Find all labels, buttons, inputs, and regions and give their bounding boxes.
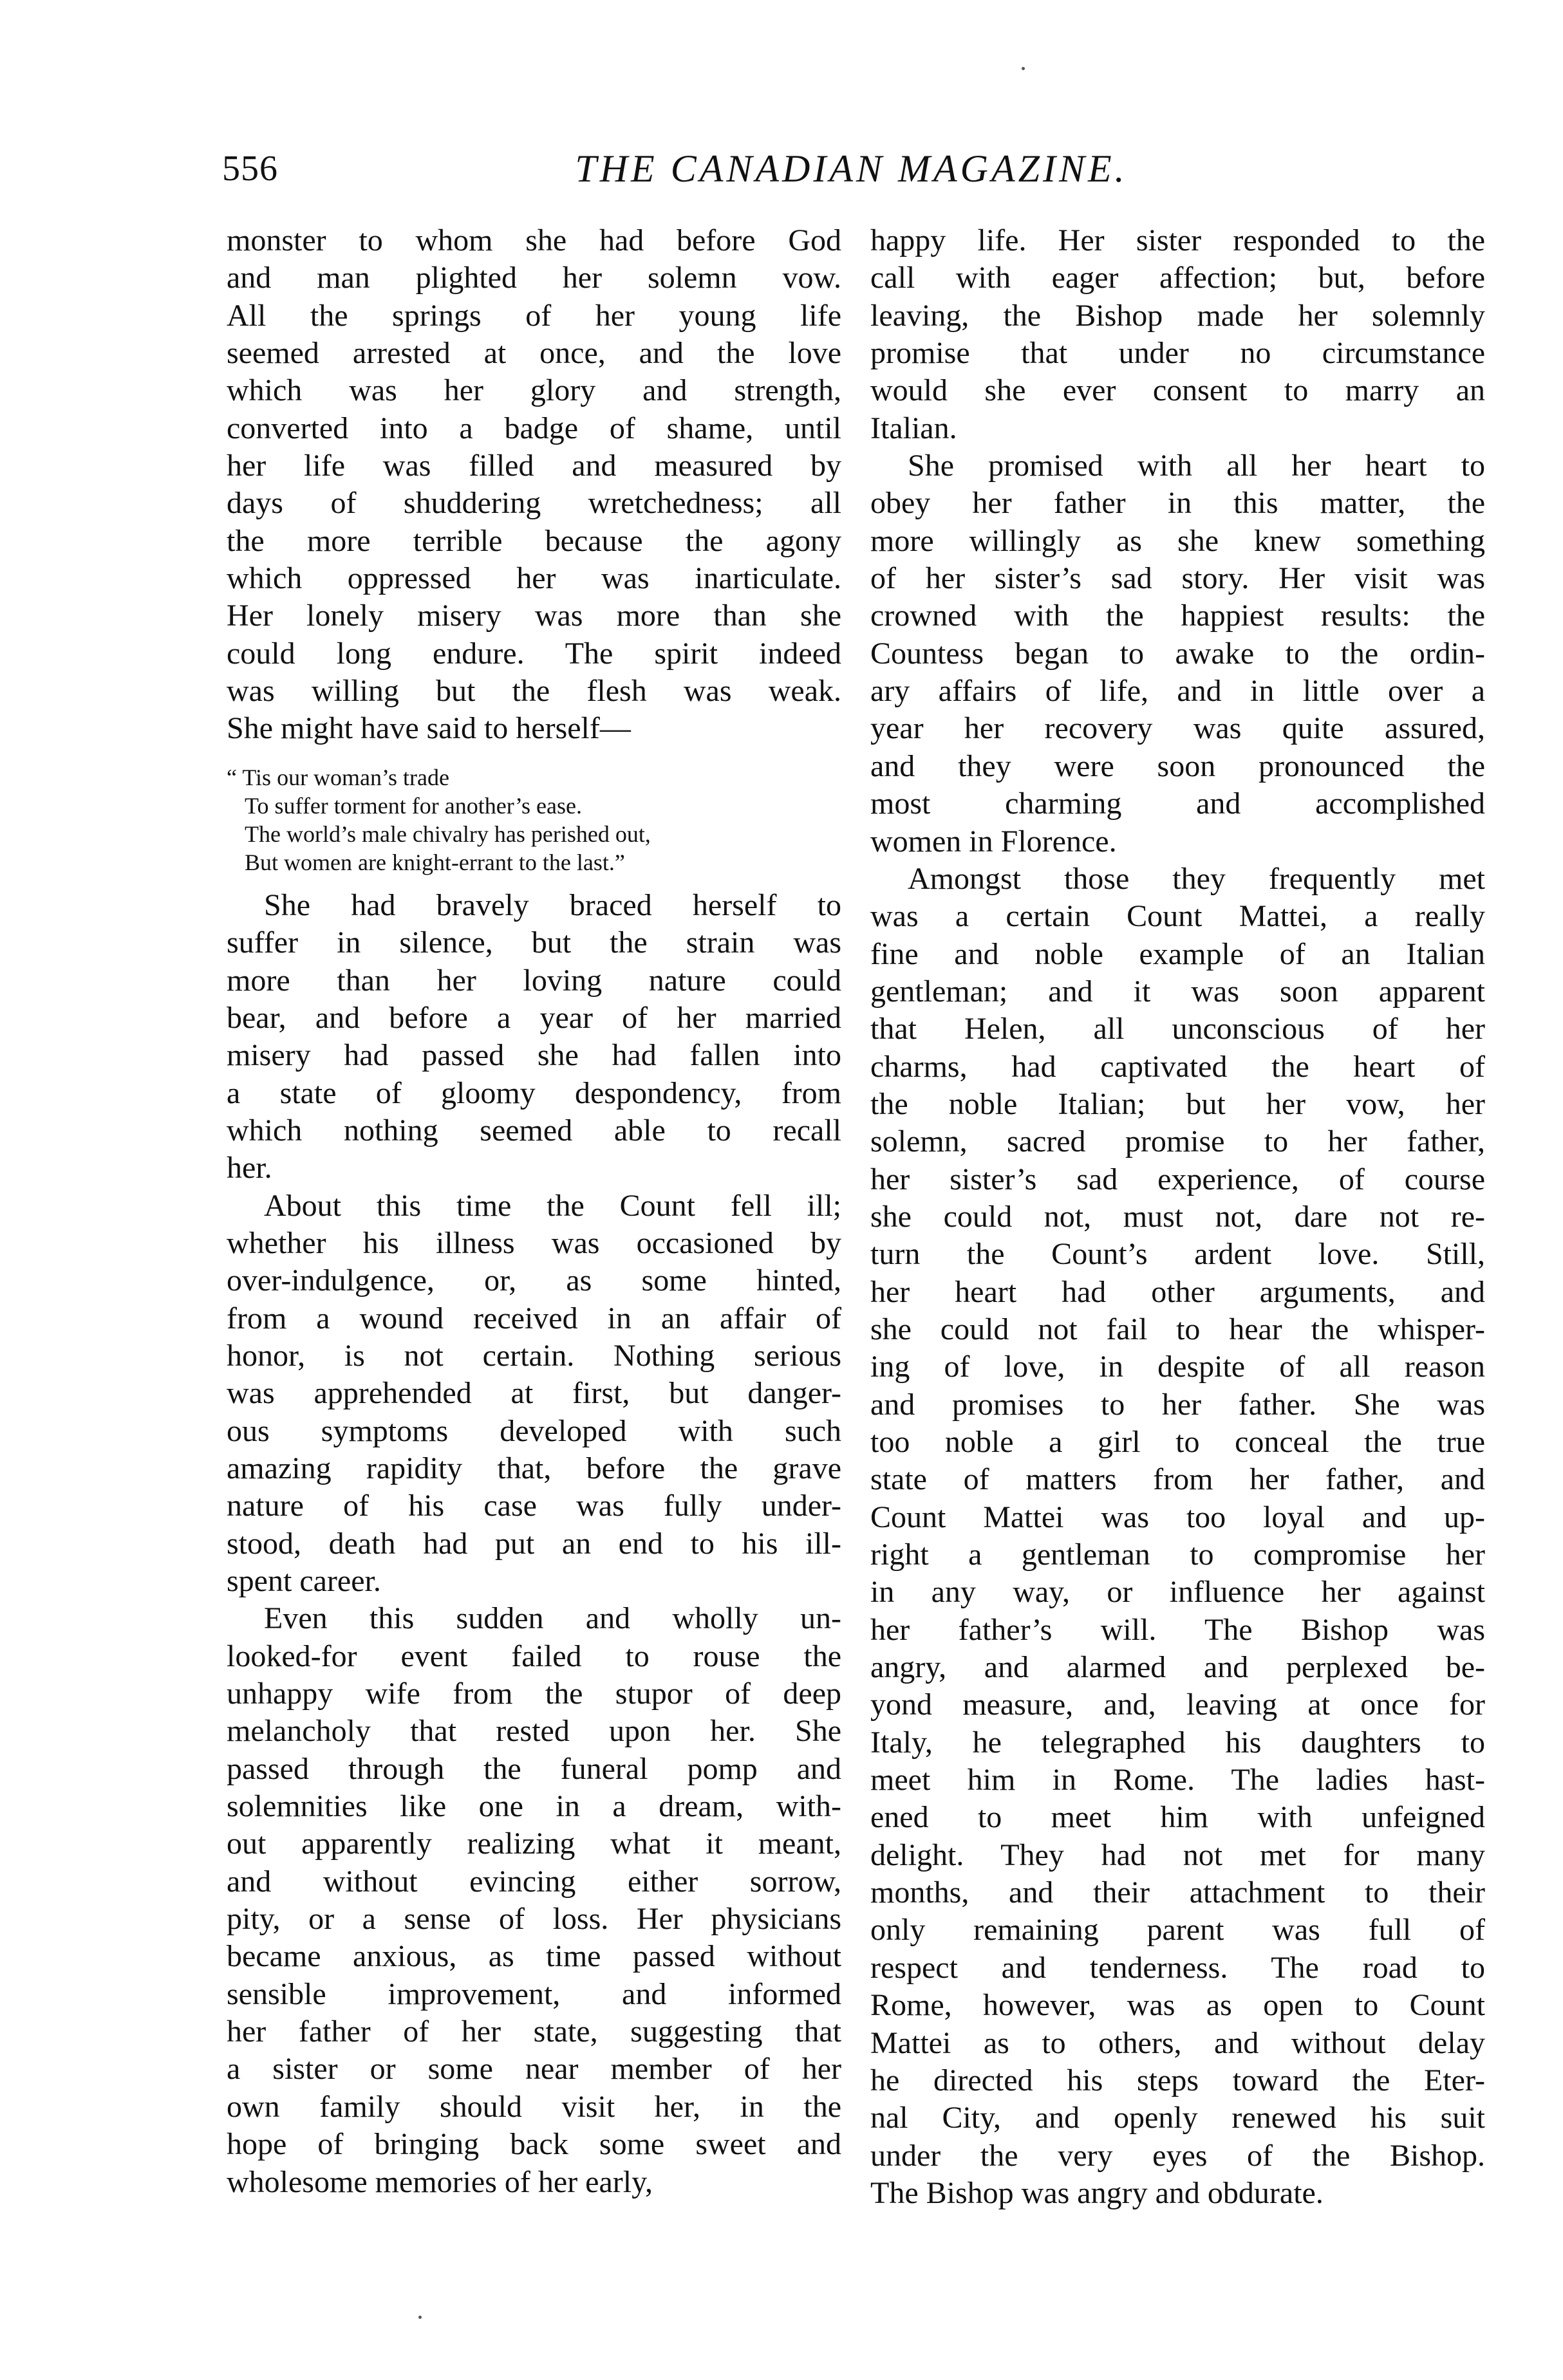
paragraph [870, 447, 1485, 860]
text-line: delight. They had not met for many [870, 1837, 1485, 1872]
left-column [227, 222, 841, 2201]
text-line: her life was filled and measured by [227, 449, 841, 483]
text-line: whether his illness was occasioned by [227, 1225, 841, 1260]
text-line: more willingly as she knew something [870, 523, 1485, 558]
text-line: own family should visit her, in the [227, 2089, 841, 2124]
text-line: and without evincing either sorrow, [227, 1864, 841, 1899]
text-line: the more terrible because the agony [227, 523, 841, 558]
text-line: which oppressed her was inarticulate. [227, 561, 841, 596]
text-line: became anxious, as time passed without [227, 1939, 841, 1974]
text-line: respect and tenderness. The road to [870, 1950, 1485, 1985]
text-line: yond measure, and, leaving at once for [870, 1687, 1485, 1722]
text-line: a sister or some near member of her [227, 2052, 841, 2087]
text-line: Rome, however, was as open to Count [870, 1988, 1485, 2023]
text-line: She promised with all her heart to [908, 449, 1485, 483]
running-title: THE CANADIAN MAGAZINE. [575, 147, 1128, 190]
text-line: sensible improvement, and informed [227, 1976, 841, 2011]
text-line: would she ever consent to marry an [870, 373, 1485, 408]
poem-line: To suffer torment for another’s ease. [245, 792, 582, 819]
text-line: angry, and alarmed and perplexed be- [870, 1650, 1485, 1685]
text-line: was willing but the flesh was weak. [227, 674, 841, 709]
text-line: of her sister’s sad story. Her visit was [870, 561, 1485, 596]
page-header [222, 143, 1481, 194]
text-line: only remaining parent was full of [870, 1913, 1485, 1948]
text-line: that Helen, all unconscious of her [870, 1012, 1485, 1046]
poem-line: The world’s male chivalry has perished out, [245, 821, 651, 847]
paragraph [227, 1600, 841, 2201]
text-line: solemnities like one in a dream, with- [227, 1789, 841, 1824]
text-line: charms, had captivated the heart of [870, 1049, 1485, 1084]
text-line: in any way, or influence her against [870, 1575, 1485, 1610]
text-line: melancholy that rested upon her. She [227, 1714, 841, 1749]
paragraph [870, 860, 1485, 2212]
text-line: was a certain Count Mattei, a really [870, 899, 1485, 934]
text-line: and promises to her father. She was [870, 1387, 1485, 1422]
text-line: under the very eyes of the Bishop. [870, 2138, 1485, 2173]
text-line: and man plighted her solemn vow. [227, 261, 841, 295]
right-column [870, 222, 1485, 2212]
paragraph [227, 1187, 841, 1601]
text-line: seemed arrested at once, and the love [227, 336, 841, 371]
text-line: All the springs of her young life [227, 298, 841, 333]
text-line: bear, and before a year of her married [227, 1000, 841, 1035]
text-line: ary affairs of life, and in little over a [870, 674, 1485, 709]
text-line: crowned with the happiest results: the [870, 599, 1485, 633]
text-line: honor, is not certain. Nothing serious [227, 1338, 841, 1373]
text-line: could long endure. The spirit indeed [227, 636, 841, 671]
poem-line: “ Tis our woman’s trade [227, 764, 449, 790]
text-line: Italian. [870, 411, 957, 445]
text-line: a state of gloomy despondency, from [227, 1075, 841, 1110]
text-line: Amongst those they frequently met [908, 861, 1485, 896]
text-line: year her recovery was quite assured, [870, 711, 1485, 746]
text-line: Mattei as to others, and without delay [870, 2025, 1485, 2060]
page-number: 556 [222, 149, 278, 189]
text-line: Countess began to awake to the ordin- [870, 636, 1485, 671]
text-line: her. [227, 1151, 272, 1185]
paragraph [227, 887, 841, 1187]
text-line: She might have said to herself— [227, 711, 631, 746]
text-line: days of shuddering wretchedness; all [227, 486, 841, 521]
text-line: right a gentleman to compromise her [870, 1538, 1485, 1572]
text-line: looked-for event failed to rouse the [227, 1639, 841, 1673]
text-line: happy life. Her sister responded to the [870, 223, 1485, 257]
text-line: state of matters from her father, and [870, 1462, 1485, 1497]
text-line: passed through the funeral pomp and [227, 1751, 841, 1786]
text-line: suffer in silence, but the strain was [227, 925, 841, 960]
text-line: amazing rapidity that, before the grave [227, 1451, 841, 1485]
text-line: women in Florence. [870, 824, 1117, 859]
text-line: Italy, he telegraphed his daughters to [870, 1725, 1485, 1760]
text-line: her heart had other arguments, and [870, 1274, 1485, 1309]
text-line: which was her glory and strength, [227, 373, 841, 408]
text-line: Even this sudden and wholly un- [264, 1601, 841, 1636]
text-line: wholesome memories of her early, [227, 2164, 653, 2199]
text-line: most charming and accomplished [870, 786, 1485, 821]
text-line: pity, or a sense of loss. Her physicians [227, 1902, 841, 1937]
text-line: out apparently realizing what it meant, [227, 1827, 841, 1861]
text-line: nature of his case was fully under- [227, 1489, 841, 1523]
text-line: The Bishop was angry and obdurate. [870, 2175, 1324, 2210]
text-line: her father’s will. The Bishop was [870, 1612, 1485, 1647]
print-speck [1022, 67, 1025, 70]
text-line: she could not fail to hear the whisper- [870, 1312, 1485, 1346]
text-line: obey her father in this matter, the [870, 486, 1485, 521]
text-line: gentleman; and it was soon apparent [870, 974, 1485, 1009]
text-line: and they were soon pronounced the [870, 748, 1485, 783]
text-line: unhappy wife from the stupor of deep [227, 1677, 841, 1711]
text-line: her sister’s sad experience, of course [870, 1162, 1485, 1196]
text-line: converted into a badge of shame, until [227, 411, 841, 445]
text-line: fine and noble example of an Italian [870, 936, 1485, 971]
text-line: the noble Italian; but her vow, her [870, 1086, 1485, 1121]
text-line: call with eager affection; but, before [870, 261, 1485, 295]
text-line: ing of love, in despite of all reason [870, 1350, 1485, 1384]
text-line: turn the Count’s ardent love. Still, [870, 1237, 1485, 1272]
paragraph [227, 222, 841, 748]
text-line: solemn, sacred promise to her father, [870, 1124, 1485, 1159]
text-line: she could not, must not, dare not re- [870, 1199, 1485, 1234]
poem-quote [227, 763, 841, 877]
text-line: from a wound received in an affair of [227, 1301, 841, 1335]
text-line: She had bravely braced herself to [264, 888, 841, 922]
text-line: About this time the Count fell ill; [264, 1188, 841, 1223]
text-line: her father of her state, suggesting that [227, 2014, 841, 2049]
text-line: promise that under no circumstance [870, 336, 1485, 371]
text-line: which nothing seemed able to recall [227, 1113, 841, 1148]
text-line: monster to whom she had before God [227, 223, 841, 257]
text-line: spent career. [227, 1564, 381, 1598]
print-speck [418, 2316, 422, 2319]
text-line: nal City, and openly renewed his suit [870, 2101, 1485, 2135]
text-line: more than her loving nature could [227, 963, 841, 998]
text-line: meet him in Rome. The ladies hast- [870, 1763, 1485, 1798]
paragraph [870, 222, 1485, 447]
text-line: misery had passed she had fallen into [227, 1038, 841, 1073]
text-line: stood, death had put an end to his ill- [227, 1526, 841, 1561]
poem-line: But women are knight-errant to the last.” [245, 849, 625, 875]
text-line: months, and their attachment to their [870, 1875, 1485, 1910]
text-line: Her lonely misery was more than she [227, 599, 841, 633]
text-line: was apprehended at first, but danger- [227, 1376, 841, 1411]
text-line: ous symptoms developed with such [227, 1413, 841, 1448]
text-line: leaving, the Bishop made her solemnly [870, 298, 1485, 333]
text-line: too noble a girl to conceal the true [870, 1425, 1485, 1459]
text-line: he directed his steps toward the Eter- [870, 2063, 1485, 2097]
text-line: Count Mattei was too loyal and up- [870, 1500, 1485, 1534]
text-line: hope of bringing back some sweet and [227, 2127, 841, 2162]
text-line: over-indulgence, or, as some hinted, [227, 1263, 841, 1298]
text-line: ened to meet him with unfeigned [870, 1800, 1485, 1835]
